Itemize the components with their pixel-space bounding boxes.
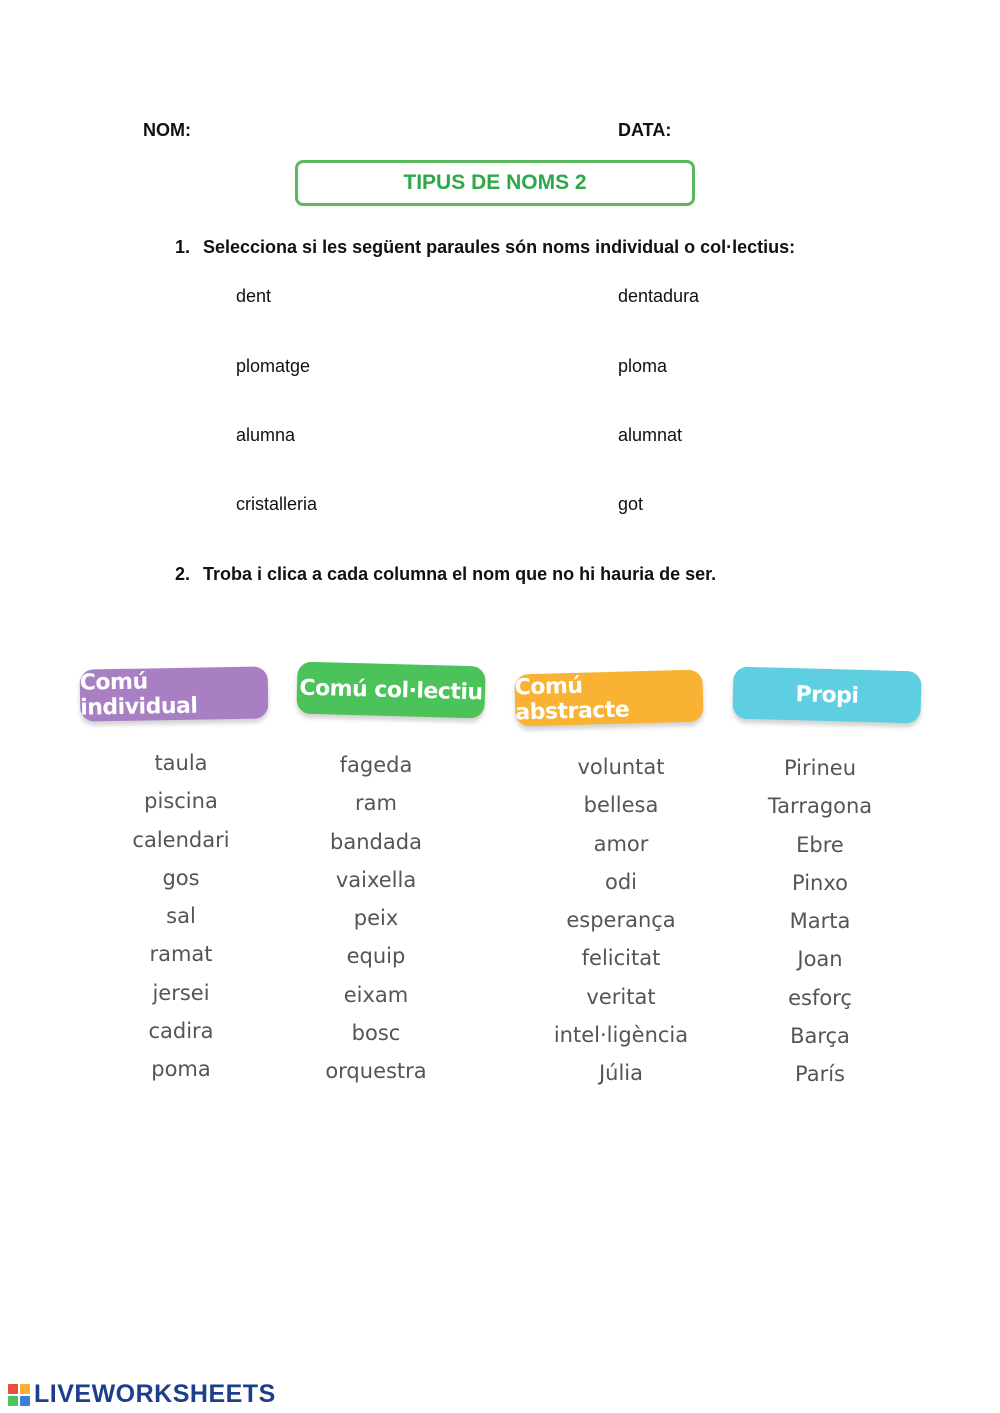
q1-word[interactable]: ploma (618, 356, 668, 376)
column-word[interactable]: Tarragona (767, 794, 873, 819)
name-label: NOM: (143, 120, 191, 140)
column-word[interactable]: jersei (152, 980, 210, 1005)
column-word[interactable]: cadira (148, 1019, 214, 1044)
column-word[interactable]: veritat (586, 984, 656, 1009)
q1-word[interactable]: dentadura (618, 286, 700, 306)
category-label: Comú abstracte (514, 673, 630, 726)
title-box (295, 160, 695, 206)
q1-word[interactable]: alumna (236, 425, 296, 445)
category-label: Comú col·lectiu (299, 675, 483, 705)
column-word[interactable]: voluntat (577, 755, 665, 779)
column-word[interactable]: Marta (789, 909, 851, 934)
column-word[interactable]: París (795, 1062, 845, 1087)
question-2-text: Troba i clica a cada columna el nom que no hi hauria de ser. (203, 564, 717, 584)
question-1 (175, 237, 795, 258)
column-word[interactable]: intel·ligència (553, 1023, 689, 1048)
date-label: DATA: (618, 120, 672, 140)
column-word[interactable]: eixam (343, 982, 409, 1007)
footer-brand: LIVEWORKSHEETS (34, 1380, 276, 1408)
column-abstracte (521, 752, 721, 1097)
column-word[interactable]: poma (151, 1057, 211, 1082)
column-word[interactable]: Júlia (598, 1061, 644, 1086)
column-word[interactable]: odi (604, 869, 637, 894)
category-pill-individual (80, 666, 269, 721)
column-word[interactable]: Ebre (796, 832, 844, 857)
footer-logo (8, 1380, 276, 1409)
column-word[interactable]: felicitat (581, 946, 661, 971)
category-label: Comú individual (79, 669, 198, 721)
column-word[interactable]: bellesa (583, 793, 659, 818)
category-pill-abstracte (514, 670, 703, 727)
question-2-number: 2. (175, 564, 191, 584)
column-word[interactable]: peix (353, 906, 399, 931)
column-word[interactable]: orquestra (325, 1059, 427, 1084)
q1-word[interactable]: dent (236, 286, 272, 306)
column-word[interactable]: equip (346, 944, 406, 969)
column-word[interactable]: Pinxo (792, 870, 848, 895)
column-word[interactable]: taula (154, 751, 208, 775)
column-word[interactable]: fageda (339, 753, 413, 777)
column-word[interactable]: piscina (144, 789, 218, 814)
column-word[interactable]: bandada (330, 829, 422, 854)
column-collectiu (276, 750, 476, 1095)
column-word[interactable]: vaixella (335, 867, 417, 892)
column-word[interactable]: gos (162, 865, 200, 890)
question-1-number: 1. (175, 237, 191, 257)
column-word[interactable]: Barça (790, 1024, 850, 1049)
column-propi (720, 753, 920, 1098)
column-word[interactable]: calendari (132, 827, 230, 852)
column-word[interactable]: esperança (566, 908, 676, 933)
column-word[interactable]: ramat (149, 942, 213, 967)
column-word[interactable]: bosc (351, 1021, 401, 1046)
column-word[interactable]: amor (593, 831, 649, 856)
page-title: TIPUS DE NOMS 2 (403, 171, 587, 194)
q1-word[interactable]: cristalleria (236, 494, 318, 514)
column-word[interactable]: ram (355, 791, 397, 816)
column-word[interactable]: Pirineu (783, 756, 857, 780)
category-pill-propi (732, 667, 921, 724)
column-word[interactable]: sal (166, 904, 196, 929)
q1-word[interactable]: plomatge (236, 356, 311, 376)
q1-word[interactable]: got (618, 494, 644, 514)
category-label: Propi (795, 681, 859, 709)
category-pill-collectiu (296, 662, 485, 719)
liveworksheets-logo-icon (8, 1384, 30, 1406)
column-word[interactable]: esforç (788, 985, 852, 1010)
column-word[interactable]: Joan (797, 947, 843, 972)
question-1-text: Selecciona si les següent paraules són noms individual o col·lectius: (203, 237, 796, 257)
column-individual (81, 748, 281, 1093)
question-2 (175, 564, 716, 585)
q1-word[interactable]: alumnat (618, 425, 683, 445)
